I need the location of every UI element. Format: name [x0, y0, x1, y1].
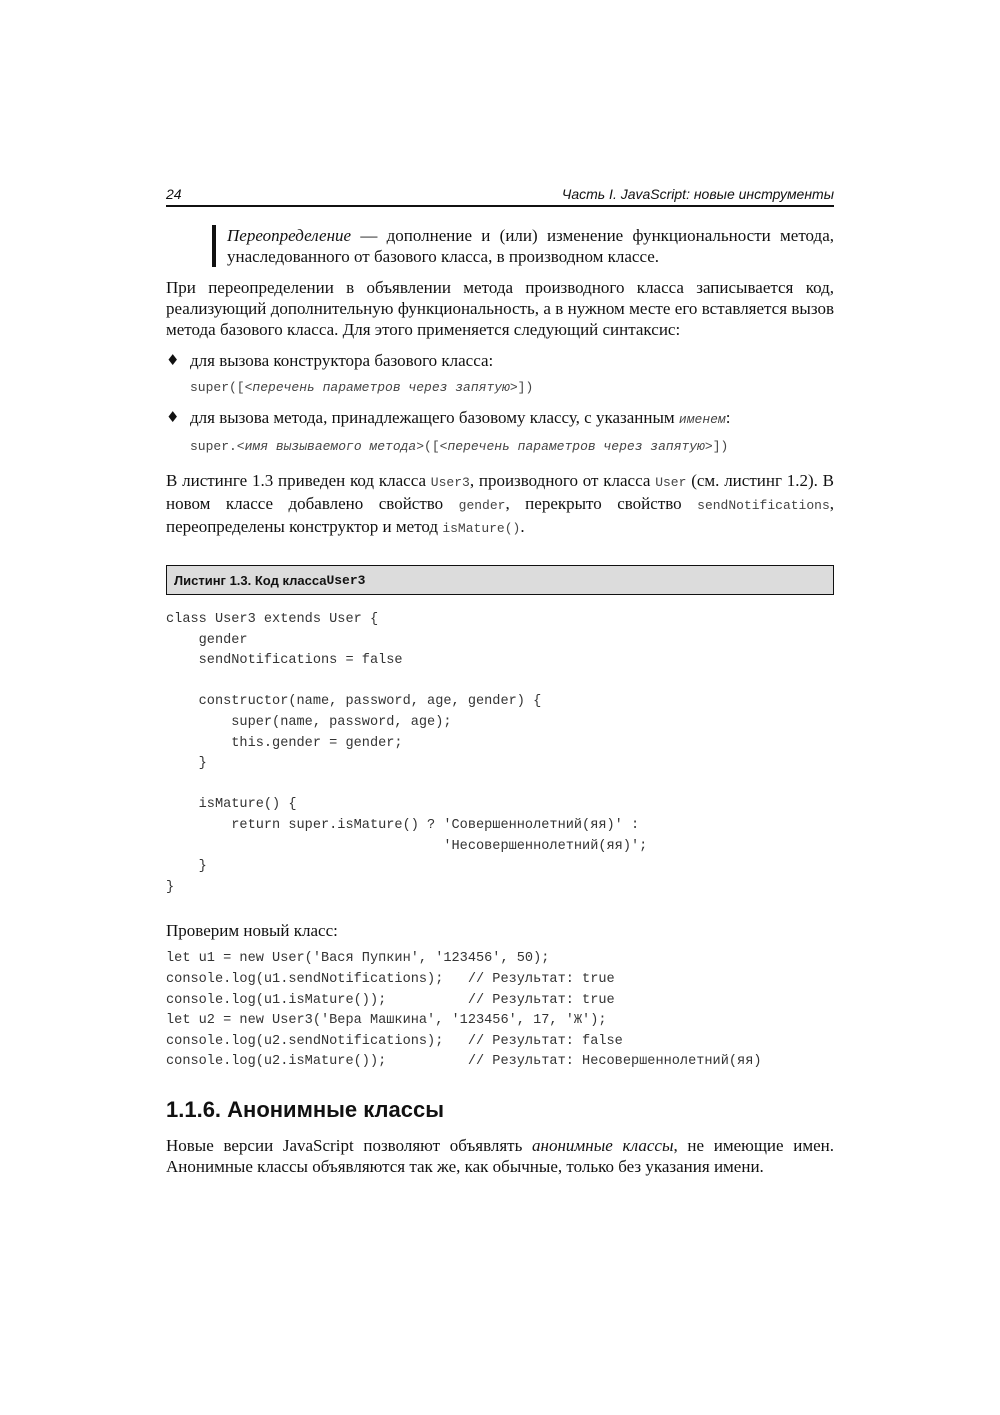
- paragraph-override-intro: При переопределении в объявлении метода производного класса записывается код, реализующий дополнительную функциональность, а в нужном месте его вставляется вызов метода базового класса. Для этого применяется следующий синтаксис:: [166, 278, 834, 339]
- paragraph-listing-intro: [166, 470, 834, 539]
- check-code: let u1 = new User('Вася Пупкин', '123456', 50); console.log(u1.sendNotifications); // Результат: true console.log(u1.isMature()); // Результат: true let u2 = new User3('Вера Машкина', '123456', 17, 'Ж'); console.log(u2.sendNotifications); // Результат: false console.log(u2.isMature()); // Результат: Несовершеннолетний(яя): [166, 951, 762, 1070]
- text-part: , производного от класса: [469, 471, 656, 490]
- listing-header: [166, 565, 834, 595]
- inline-code: User: [655, 475, 687, 490]
- syntax-part: >]): [704, 439, 729, 454]
- bullet-text-code: именем: [678, 412, 726, 427]
- paragraph-anonymous-classes: [166, 1135, 834, 1177]
- book-page: [166, 186, 834, 1177]
- syntax-part: >]): [509, 380, 534, 395]
- listing-code: class User3 extends User { gender sendNotifications = false constructor(name, password, age, gender) { super(name, password, age); this.gender = gender; } isMature() { return super.isMature() ? 'Совершеннолетний(яя)' : 'Несовершеннолетний(яя)'; } }: [166, 612, 648, 895]
- inline-code: User3: [430, 475, 470, 490]
- text-part: , перекрыто свойство: [505, 494, 698, 513]
- syntax-part: super([<: [190, 380, 253, 395]
- paragraph-check: Проверим новый класс:: [166, 921, 338, 941]
- bullet-text: [190, 407, 730, 430]
- section-heading: 1.1.6. Анонимные классы: [166, 1096, 445, 1122]
- definition-text: — дополнение и (или) изменение функциональности метода, унаследованного от базового класса, в производном классе.: [227, 226, 834, 266]
- listing-title: Листинг 1.3. Код класса: [174, 572, 327, 588]
- running-title: Часть I. JavaScript: новые инструменты: [561, 186, 834, 202]
- bullet-text-part: :: [725, 408, 731, 427]
- inline-code: sendNotifications: [697, 498, 830, 513]
- diamond-bullet-icon: ♦: [166, 408, 180, 426]
- bullet-item-method: [166, 407, 834, 430]
- text-part: (см. листинг 1.2). В новом классе добавлено свойство: [166, 471, 834, 513]
- listing-class-name: User3: [326, 572, 366, 588]
- bullet-item-constructor: [166, 350, 834, 371]
- running-header: [166, 186, 834, 207]
- inline-code: isMature(): [442, 521, 521, 536]
- italic-term: анонимные классы: [532, 1135, 674, 1155]
- syntax-placeholder: перечень параметров через запятую: [447, 439, 705, 454]
- inline-code: gender: [458, 498, 506, 513]
- page-number: 24: [166, 186, 182, 202]
- syntax-placeholder: имя вызываемого метода: [244, 439, 417, 454]
- definition-term: Переопределение: [227, 226, 352, 245]
- diamond-bullet-icon: ♦: [166, 351, 180, 369]
- bullet-text-part: для вызова метода, принадлежащего базовому классу, с указанным: [190, 408, 679, 427]
- syntax-method: [190, 438, 834, 456]
- text-part: , не имеющие имен. Анонимные классы объявляются так же, как обычные, только без указания имени.: [166, 1135, 834, 1176]
- text-part: Новые версии JavaScript позволяют объявлять: [166, 1135, 533, 1155]
- text-part: .: [520, 517, 525, 536]
- text-part: В листинге 1.3 приведен код класса: [166, 471, 431, 490]
- syntax-part: >([<: [416, 439, 448, 454]
- syntax-constructor: [190, 379, 834, 397]
- definition-block: [212, 225, 834, 267]
- text-part: , переопределены конструктор и метод: [166, 494, 835, 536]
- syntax-part: super.<: [190, 439, 245, 454]
- syntax-placeholder: перечень параметров через запятую: [252, 380, 510, 395]
- bullet-text: для вызова конструктора базового класса:: [190, 351, 494, 370]
